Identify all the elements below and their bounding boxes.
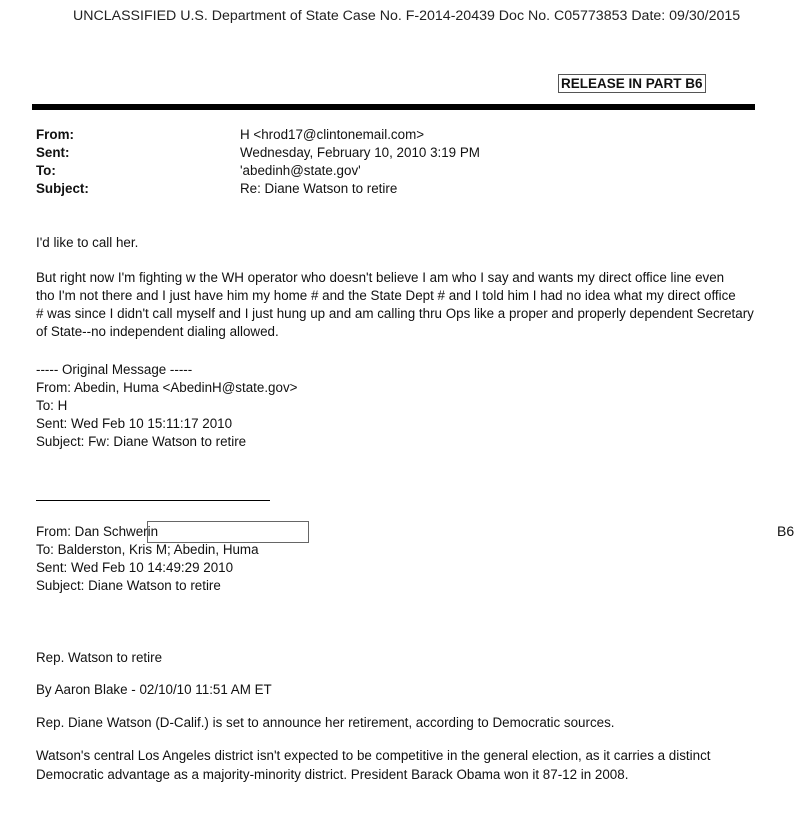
forward-line: To: Balderston, Kris M; Abedin, Huma [36, 542, 259, 557]
sent-label: Sent: [36, 145, 70, 160]
original-message-line: To: H [36, 398, 68, 413]
to-label: To: [36, 163, 56, 178]
release-stamp: RELEASE IN PART B6 [558, 74, 706, 93]
subject-label: Subject: [36, 181, 89, 196]
subject-value: Re: Diane Watson to retire [240, 181, 398, 196]
article-title: Rep. Watson to retire [36, 650, 163, 665]
body-line: # was since I didn't call myself and I just hung up and am calling thru Ops like a proper and properly dependent Secretary [36, 306, 754, 321]
classification-header: UNCLASSIFIED U.S. Department of State Case No. F-2014-20439 Doc No. C05773853 Date: 09/30/2015 [73, 8, 741, 24]
forward-line: From: Dan Schwerin [36, 524, 159, 539]
article-line: Rep. Diane Watson (D-Calif.) is set to announce her retirement, according to Democratic sources. [36, 715, 615, 730]
redaction-box [147, 521, 309, 543]
body-line: But right now I'm fighting w the WH operator who doesn't believe I am who I say and wants my direct office line even [36, 270, 725, 285]
header-divider [32, 104, 755, 110]
original-message-line: From: Abedin, Huma <AbedinH@state.gov> [36, 380, 298, 395]
body-line: I'd like to call her. [36, 235, 139, 250]
forward-line: Subject: Diane Watson to retire [36, 578, 221, 593]
original-message-line: Subject: Fw: Diane Watson to retire [36, 434, 247, 449]
forward-line: Sent: Wed Feb 10 14:49:29 2010 [36, 560, 234, 575]
redaction-code: B6 [777, 523, 795, 539]
body-line: of State--no independent dialing allowed. [36, 324, 279, 339]
article-line: Democratic advantage as a majority-minority district. President Barack Obama won it 87-12 in 2008. [36, 767, 629, 782]
from-label: From: [36, 127, 74, 142]
to-value: 'abedinh@state.gov' [240, 163, 361, 178]
sent-value: Wednesday, February 10, 2010 3:19 PM [240, 145, 480, 160]
body-line: tho I'm not there and I just have him my home # and the State Dept # and I told him I had no idea what my direct office [36, 288, 736, 303]
original-message-line: ----- Original Message ----- [36, 362, 193, 377]
article-byline: By Aaron Blake - 02/10/10 11:51 AM ET [36, 682, 272, 697]
original-message-line: Sent: Wed Feb 10 15:11:17 2010 [36, 416, 233, 431]
from-value: H <hrod17@clintonemail.com> [240, 127, 425, 142]
forward-separator [36, 500, 270, 501]
article-line: Watson's central Los Angeles district isn't expected to be competitive in the general election, as it carries a distinct [36, 748, 711, 763]
